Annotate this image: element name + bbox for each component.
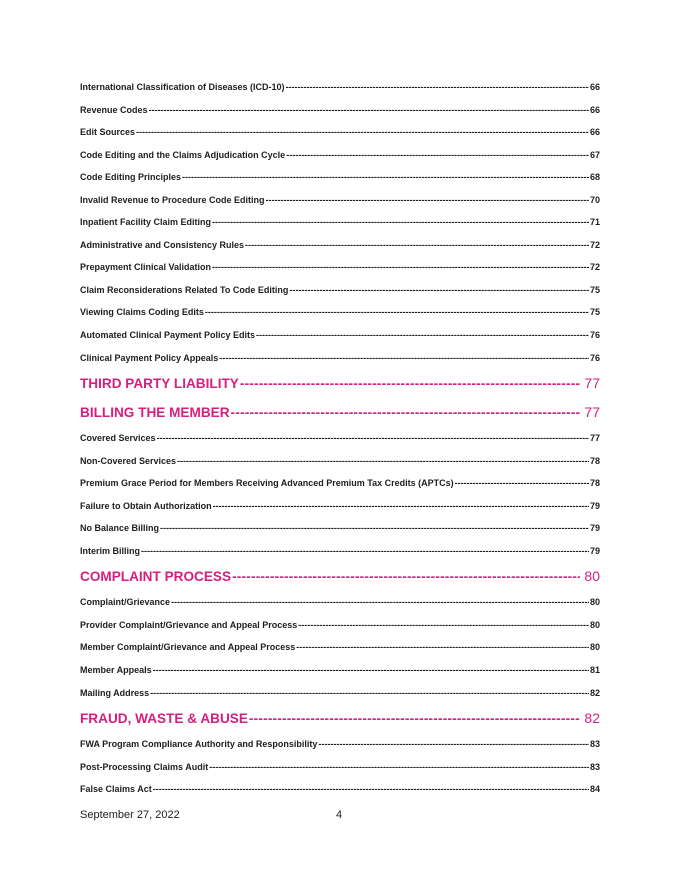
- toc-entry-title: Invalid Revenue to Procedure Code Editing: [80, 194, 265, 205]
- toc-entry-title: Member Appeals: [80, 665, 152, 676]
- toc-entry-title: Claim Reconsiderations Related To Code Editing: [80, 284, 289, 295]
- footer-date: September 27, 2022: [80, 809, 180, 821]
- toc-entry-page: 80: [584, 568, 600, 585]
- toc-entry-page: 80: [589, 597, 600, 608]
- toc-entry-page: 78: [589, 478, 600, 489]
- toc-entry-page: 76: [589, 330, 600, 341]
- toc-dot-leader: [136, 121, 589, 144]
- toc-entry-page: 77: [584, 404, 600, 421]
- toc-entry-page: 79: [589, 545, 600, 556]
- toc-entry-page: 77: [584, 375, 600, 392]
- toc-entry-page: 70: [589, 194, 600, 205]
- toc-entry[interactable]: [80, 211, 600, 234]
- toc-dot-leader: [182, 166, 589, 189]
- toc-dot-leader: [209, 756, 589, 779]
- toc-dot-leader: [150, 682, 589, 705]
- toc-entry-title: Viewing Claims Coding Edits: [80, 307, 204, 318]
- toc-dot-leader: [153, 778, 589, 801]
- toc-dot-leader: [249, 704, 581, 733]
- toc-entry[interactable]: [80, 301, 600, 324]
- toc-entry-title: Non-Covered Services: [80, 455, 177, 466]
- toc-entry-page: 71: [589, 217, 600, 228]
- footer-page-number: 4: [336, 809, 343, 821]
- toc-entry-title: Interim Billing: [80, 545, 141, 556]
- toc-entry[interactable]: [80, 756, 600, 779]
- toc-dot-leader: [213, 495, 589, 518]
- toc-section-heading[interactable]: [80, 369, 600, 398]
- toc-entry[interactable]: [80, 733, 600, 756]
- toc-entry-title: Administrative and Consistency Rules: [80, 239, 245, 250]
- toc-entry-page: 82: [584, 710, 600, 727]
- toc-entry[interactable]: [80, 636, 600, 659]
- toc-entry-title: International Classification of Diseases (ICD-10): [80, 82, 285, 92]
- toc-entry-page: 81: [589, 665, 600, 676]
- toc-dot-leader: [160, 517, 589, 540]
- toc-entry-page: 78: [589, 455, 600, 466]
- toc-entry-title: Edit Sources: [80, 127, 136, 138]
- toc-entry[interactable]: [80, 279, 600, 302]
- toc-dot-leader: [212, 211, 589, 234]
- toc-dot-leader: [296, 636, 589, 659]
- toc-entry[interactable]: [80, 76, 600, 99]
- toc-entry[interactable]: [80, 472, 600, 495]
- toc-dot-leader: [286, 76, 589, 99]
- toc-entry[interactable]: [80, 99, 600, 122]
- toc-dot-leader: [318, 733, 589, 756]
- toc-entry-page: 80: [589, 642, 600, 653]
- toc-entry[interactable]: [80, 591, 600, 614]
- toc-entry-page: 66: [589, 104, 600, 115]
- toc-entry[interactable]: [80, 234, 600, 257]
- toc-entry[interactable]: [80, 614, 600, 637]
- toc-entry-page: 72: [589, 262, 600, 273]
- toc-entry-page: 72: [589, 239, 600, 250]
- toc-dot-leader: [149, 99, 589, 122]
- toc-entry-title: BILLING THE MEMBER: [80, 405, 230, 421]
- toc-entry-page: 84: [589, 784, 600, 795]
- toc-entry[interactable]: [80, 517, 600, 540]
- toc-entry-page: 83: [589, 761, 600, 772]
- toc-entry-title: Covered Services: [80, 433, 156, 444]
- toc-dot-leader: [219, 347, 589, 370]
- toc-entry-title: Code Editing Principles: [80, 172, 182, 183]
- toc-entry-title: FRAUD, WASTE & ABUSE: [80, 711, 248, 727]
- toc-entry-page: 75: [589, 284, 600, 295]
- toc-entry-page: 68: [589, 172, 600, 183]
- toc-entry-title: No Balance Billing: [80, 523, 160, 534]
- toc-dot-leader: [231, 398, 581, 427]
- toc-entry[interactable]: [80, 450, 600, 473]
- toc-entry[interactable]: [80, 256, 600, 279]
- toc-dot-leader: [245, 234, 589, 257]
- table-of-contents: [80, 76, 600, 801]
- toc-entry[interactable]: [80, 189, 600, 212]
- toc-entry-page: 82: [589, 687, 600, 698]
- toc-entry[interactable]: [80, 324, 600, 347]
- toc-entry-title: COMPLAINT PROCESS: [80, 569, 232, 585]
- toc-dot-leader: [232, 562, 580, 591]
- toc-entry-page: 66: [589, 82, 600, 92]
- toc-section-heading[interactable]: [80, 398, 600, 427]
- toc-entry-page: 79: [589, 523, 600, 534]
- toc-dot-leader: [298, 614, 589, 637]
- toc-entry-title: Post-Processing Claims Audit: [80, 761, 209, 772]
- toc-dot-leader: [177, 450, 589, 473]
- toc-dot-leader: [240, 369, 581, 398]
- toc-dot-leader: [157, 427, 589, 450]
- toc-entry-title: Provider Complaint/Grievance and Appeal Process: [80, 619, 298, 630]
- toc-section-heading[interactable]: [80, 704, 600, 733]
- toc-dot-leader: [289, 279, 589, 302]
- toc-dot-leader: [256, 324, 589, 347]
- toc-entry[interactable]: [80, 121, 600, 144]
- toc-dot-leader: [153, 659, 589, 682]
- toc-dot-leader: [141, 540, 589, 563]
- toc-entry-page: 66: [589, 127, 600, 138]
- toc-entry[interactable]: [80, 659, 600, 682]
- toc-entry[interactable]: [80, 682, 600, 705]
- toc-entry[interactable]: [80, 540, 600, 563]
- toc-entry-title: Mailing Address: [80, 687, 150, 698]
- toc-entry[interactable]: [80, 427, 600, 450]
- toc-dot-leader: [205, 301, 589, 324]
- toc-entry-title: Revenue Codes: [80, 104, 148, 115]
- toc-dot-leader: [286, 144, 589, 167]
- toc-dot-leader: [212, 256, 589, 279]
- toc-entry-title: Complaint/Grievance: [80, 597, 171, 608]
- toc-section-heading[interactable]: [80, 562, 600, 591]
- toc-dot-leader: [266, 189, 589, 212]
- toc-dot-leader: [455, 472, 589, 495]
- toc-entry-title: THIRD PARTY LIABILITY: [80, 376, 239, 392]
- toc-entry-page: 83: [589, 739, 600, 750]
- toc-entry-page: 75: [589, 307, 600, 318]
- toc-entry-title: Failure to Obtain Authorization: [80, 500, 212, 511]
- toc-entry-page: 76: [589, 352, 600, 363]
- toc-entry[interactable]: [80, 166, 600, 189]
- toc-entry-title: Code Editing and the Claims Adjudication Cycle: [80, 149, 286, 160]
- toc-entry-page: 80: [589, 619, 600, 630]
- toc-entry[interactable]: [80, 495, 600, 518]
- toc-entry-page: 79: [589, 500, 600, 511]
- toc-entry-title: Member Complaint/Grievance and Appeal Process: [80, 642, 296, 653]
- toc-entry[interactable]: [80, 778, 600, 801]
- toc-entry-title: Prepayment Clinical Validation: [80, 262, 212, 273]
- toc-entry-title: Premium Grace Period for Members Receiving Advanced Premium Tax Credits (APTCs): [80, 478, 454, 489]
- toc-dot-leader: [171, 591, 589, 614]
- toc-entry-page: 77: [589, 433, 600, 444]
- toc-entry-title: Inpatient Facility Claim Editing: [80, 217, 212, 228]
- toc-entry[interactable]: [80, 144, 600, 167]
- toc-entry-title: False Claims Act: [80, 784, 152, 795]
- toc-entry-page: 67: [589, 149, 600, 160]
- toc-entry[interactable]: [80, 347, 600, 370]
- toc-entry-title: FWA Program Compliance Authority and Responsibility: [80, 739, 318, 750]
- toc-entry-title: Clinical Payment Policy Appeals: [80, 352, 219, 363]
- toc-entry-title: Automated Clinical Payment Policy Edits: [80, 330, 256, 341]
